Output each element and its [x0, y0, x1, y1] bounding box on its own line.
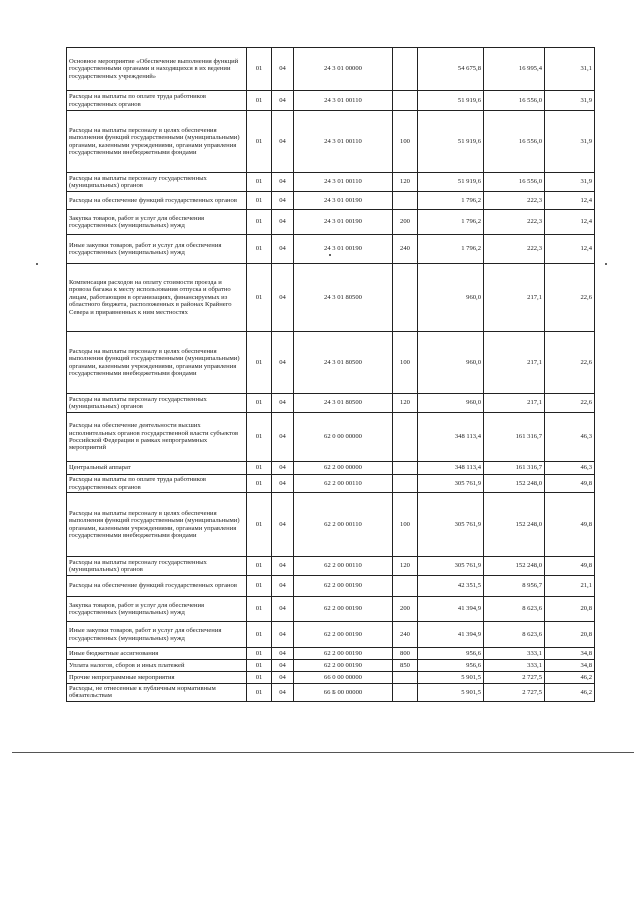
row-rz: 01 [247, 622, 272, 648]
row-csr: 62 0 00 00000 [294, 413, 393, 462]
row-csr: 62 2 00 00190 [294, 576, 393, 597]
row-vr: 800 [393, 648, 418, 660]
row-csr: 62 2 00 00190 [294, 622, 393, 648]
row-csr: 62 2 00 00190 [294, 648, 393, 660]
row-name: Иные бюджетные ассигнования [67, 648, 247, 660]
row-vr: 200 [393, 597, 418, 622]
row-fact: 222,3 [484, 210, 545, 235]
row-fact: 16 995,4 [484, 48, 545, 91]
row-pr: 04 [272, 684, 294, 702]
row-csr: 62 2 00 00110 [294, 493, 393, 557]
table-row [67, 475, 595, 493]
row-name: Центральный аппарат [67, 462, 247, 475]
row-plan: 305 761,9 [418, 557, 484, 576]
row-csr: 24 3 01 80500 [294, 264, 393, 332]
table-row [67, 672, 595, 684]
row-pct: 22,6 [545, 394, 595, 413]
row-csr: 24 3 01 80500 [294, 394, 393, 413]
row-csr: 66 0 00 00000 [294, 672, 393, 684]
row-vr [393, 264, 418, 332]
row-rz: 01 [247, 413, 272, 462]
scan-speck [605, 263, 607, 265]
row-rz: 01 [247, 462, 272, 475]
table-row [67, 235, 595, 264]
row-vr [393, 684, 418, 702]
row-pct: 20,8 [545, 622, 595, 648]
row-name: Расходы, не отнесенные к публичным нормативным обязательствам [67, 684, 247, 702]
row-fact: 161 316,7 [484, 462, 545, 475]
row-plan: 41 394,9 [418, 597, 484, 622]
row-pr: 04 [272, 173, 294, 192]
row-vr [393, 672, 418, 684]
row-vr: 100 [393, 111, 418, 173]
row-rz: 01 [247, 264, 272, 332]
row-vr: 240 [393, 235, 418, 264]
row-name: Расходы на выплаты персоналу в целях обеспечения выполнения функций государственными (муниципальными) органами, казенными учреждениями, органами управления государственными внебюджетными фондами [67, 111, 247, 173]
row-pct: 12,4 [545, 210, 595, 235]
row-pr: 04 [272, 622, 294, 648]
row-vr [393, 475, 418, 493]
row-name: Расходы на выплаты персоналу государственных (муниципальных) органов [67, 394, 247, 413]
table-body [67, 48, 595, 702]
row-fact: 217,1 [484, 264, 545, 332]
row-pr: 04 [272, 672, 294, 684]
row-vr [393, 462, 418, 475]
table-row [67, 111, 595, 173]
row-pr: 04 [272, 210, 294, 235]
row-plan: 51 919,6 [418, 111, 484, 173]
row-rz: 01 [247, 684, 272, 702]
row-rz: 01 [247, 576, 272, 597]
row-plan: 1 796,2 [418, 235, 484, 264]
row-rz: 01 [247, 111, 272, 173]
row-fact: 16 556,0 [484, 173, 545, 192]
row-fact: 222,3 [484, 235, 545, 264]
table-row [67, 264, 595, 332]
row-pct: 22,6 [545, 332, 595, 394]
row-name: Уплата налогов, сборов и иных платежей [67, 660, 247, 672]
table-row [67, 648, 595, 660]
row-pct: 49,8 [545, 475, 595, 493]
row-pct: 34,8 [545, 648, 595, 660]
table-row [67, 462, 595, 475]
row-csr: 62 2 00 00000 [294, 462, 393, 475]
row-pct: 31,9 [545, 111, 595, 173]
table-row [67, 622, 595, 648]
row-plan: 348 113,4 [418, 413, 484, 462]
table-row [67, 210, 595, 235]
row-pct: 12,4 [545, 192, 595, 210]
row-vr: 200 [393, 210, 418, 235]
row-rz: 01 [247, 332, 272, 394]
row-pct: 46,3 [545, 413, 595, 462]
row-fact: 217,1 [484, 332, 545, 394]
row-csr: 24 3 01 00110 [294, 91, 393, 111]
row-fact: 2 727,5 [484, 672, 545, 684]
row-name: Иные закупки товаров, работ и услуг для обеспечения государственных (муниципальных) нужд [67, 235, 247, 264]
row-pr: 04 [272, 192, 294, 210]
row-csr: 66 Б 00 00000 [294, 684, 393, 702]
row-pct: 31,9 [545, 173, 595, 192]
row-pct: 34,8 [545, 660, 595, 672]
row-csr: 24 3 01 00190 [294, 210, 393, 235]
row-plan: 51 919,6 [418, 91, 484, 111]
row-pct: 20,8 [545, 597, 595, 622]
row-name: Основное мероприятие «Обеспечение выполнения функций государственными органами и находящихся в их ведении государственных учреждений» [67, 48, 247, 91]
row-csr: 24 3 01 00000 [294, 48, 393, 91]
table-row [67, 413, 595, 462]
row-fact: 217,1 [484, 394, 545, 413]
row-fact: 8 623,6 [484, 597, 545, 622]
row-name: Иные закупки товаров, работ и услуг для обеспечения государственных (муниципальных) нужд [67, 622, 247, 648]
row-pct: 46,2 [545, 672, 595, 684]
row-pct: 49,8 [545, 493, 595, 557]
row-pr: 04 [272, 48, 294, 91]
table-row [67, 660, 595, 672]
row-vr: 120 [393, 557, 418, 576]
table-row [67, 557, 595, 576]
row-fact: 222,3 [484, 192, 545, 210]
row-plan: 960,0 [418, 332, 484, 394]
budget-table [66, 47, 595, 702]
table-row [67, 332, 595, 394]
row-name: Расходы на выплаты персоналу в целях обеспечения выполнения функций государственными (муниципальными) органами, казенными учреждениями, органами управления государственными внебюджетными фондами [67, 332, 247, 394]
row-pct: 49,8 [545, 557, 595, 576]
row-pr: 04 [272, 576, 294, 597]
row-name: Расходы на обеспечение функций государственных органов [67, 192, 247, 210]
row-name: Расходы на выплаты по оплате труда работников государственных органов [67, 91, 247, 111]
table-row [67, 394, 595, 413]
row-plan: 41 394,9 [418, 622, 484, 648]
row-pr: 04 [272, 462, 294, 475]
row-csr: 24 3 01 00110 [294, 111, 393, 173]
row-plan: 956,6 [418, 660, 484, 672]
row-rz: 01 [247, 648, 272, 660]
row-plan: 348 113,4 [418, 462, 484, 475]
row-name: Расходы на обеспечение функций государственных органов [67, 576, 247, 597]
row-plan: 956,6 [418, 648, 484, 660]
scan-speck [36, 263, 38, 265]
row-pct: 46,3 [545, 462, 595, 475]
row-pr: 04 [272, 332, 294, 394]
row-plan: 5 901,5 [418, 684, 484, 702]
row-fact: 161 316,7 [484, 413, 545, 462]
row-pct: 31,1 [545, 48, 595, 91]
row-rz: 01 [247, 91, 272, 111]
row-vr [393, 48, 418, 91]
row-plan: 54 675,8 [418, 48, 484, 91]
row-name: Закупка товаров, работ и услуг для обеспечения государственных (муниципальных) нужд [67, 597, 247, 622]
row-rz: 01 [247, 672, 272, 684]
row-vr [393, 413, 418, 462]
row-name: Компенсация расходов на оплату стоимости проезда и провоза багажа к месту использования отпуска и обратно лицам, работающим в организациях, финансируемых из областного бюджета, расположенных в районах Крайнего Севера и приравненных к ним местностях [67, 264, 247, 332]
row-pr: 04 [272, 91, 294, 111]
table-row [67, 493, 595, 557]
row-name: Расходы на выплаты персоналу государственных (муниципальных) органов [67, 557, 247, 576]
row-pct: 31,9 [545, 91, 595, 111]
row-vr [393, 192, 418, 210]
row-pr: 04 [272, 648, 294, 660]
row-fact: 152 248,0 [484, 493, 545, 557]
row-rz: 01 [247, 660, 272, 672]
row-plan: 305 761,9 [418, 493, 484, 557]
row-rz: 01 [247, 557, 272, 576]
row-csr: 62 2 00 00110 [294, 475, 393, 493]
row-vr: 100 [393, 493, 418, 557]
row-csr: 24 3 01 80500 [294, 332, 393, 394]
table-row [67, 48, 595, 91]
row-plan: 1 796,2 [418, 210, 484, 235]
row-plan: 960,0 [418, 264, 484, 332]
page-bottom-rule [12, 752, 634, 753]
row-plan: 51 919,6 [418, 173, 484, 192]
row-pr: 04 [272, 557, 294, 576]
row-fact: 16 556,0 [484, 111, 545, 173]
row-rz: 01 [247, 475, 272, 493]
row-pct: 12,4 [545, 235, 595, 264]
row-vr: 850 [393, 660, 418, 672]
row-rz: 01 [247, 173, 272, 192]
row-pr: 04 [272, 597, 294, 622]
row-pct: 22,6 [545, 264, 595, 332]
row-fact: 152 248,0 [484, 557, 545, 576]
row-pr: 04 [272, 413, 294, 462]
row-name: Расходы на выплаты персоналу государственных (муниципальных) органов [67, 173, 247, 192]
row-pr: 04 [272, 493, 294, 557]
row-name: Закупка товаров, работ и услуг для обеспечения государственных (муниципальных) нужд [67, 210, 247, 235]
row-fact: 333,1 [484, 660, 545, 672]
row-rz: 01 [247, 48, 272, 91]
table-row [67, 91, 595, 111]
row-vr [393, 576, 418, 597]
row-plan: 305 761,9 [418, 475, 484, 493]
row-pr: 04 [272, 394, 294, 413]
row-csr: 62 2 00 00190 [294, 597, 393, 622]
row-fact: 333,1 [484, 648, 545, 660]
row-pct: 21,1 [545, 576, 595, 597]
row-pr: 04 [272, 264, 294, 332]
table-row [67, 597, 595, 622]
row-name: Расходы на обеспечение деятельности высших исполнительных органов государственной власти субъектов Российской Федерации в рамках непрограммных мероприятий [67, 413, 247, 462]
row-pr: 04 [272, 660, 294, 672]
row-vr: 120 [393, 173, 418, 192]
row-pr: 04 [272, 475, 294, 493]
row-csr: 62 2 00 00190 [294, 660, 393, 672]
row-vr [393, 91, 418, 111]
row-csr: 24 3 01 00190 [294, 192, 393, 210]
scan-speck [329, 254, 331, 256]
row-name: Прочие непрограммные мероприятия [67, 672, 247, 684]
row-pr: 04 [272, 235, 294, 264]
row-pct: 46,2 [545, 684, 595, 702]
row-csr: 24 3 01 00190 [294, 235, 393, 264]
row-rz: 01 [247, 394, 272, 413]
row-name: Расходы на выплаты персоналу в целях обеспечения выполнения функций государственными (муниципальными) органами, казенными учреждениями, органами управления государственными внебюджетными фондами [67, 493, 247, 557]
row-fact: 8 956,7 [484, 576, 545, 597]
table-row [67, 576, 595, 597]
row-csr: 62 2 00 00110 [294, 557, 393, 576]
table-row [67, 192, 595, 210]
row-rz: 01 [247, 192, 272, 210]
row-rz: 01 [247, 597, 272, 622]
row-plan: 960,0 [418, 394, 484, 413]
row-plan: 1 796,2 [418, 192, 484, 210]
row-plan: 5 901,5 [418, 672, 484, 684]
row-fact: 16 556,0 [484, 91, 545, 111]
table-row [67, 173, 595, 192]
table-row [67, 684, 595, 702]
row-fact: 152 248,0 [484, 475, 545, 493]
row-rz: 01 [247, 210, 272, 235]
row-vr: 240 [393, 622, 418, 648]
row-rz: 01 [247, 235, 272, 264]
row-vr: 100 [393, 332, 418, 394]
row-csr: 24 3 01 00110 [294, 173, 393, 192]
row-pr: 04 [272, 111, 294, 173]
row-name: Расходы на выплаты по оплате труда работников государственных органов [67, 475, 247, 493]
row-plan: 42 351,5 [418, 576, 484, 597]
row-rz: 01 [247, 493, 272, 557]
row-fact: 2 727,5 [484, 684, 545, 702]
row-vr: 120 [393, 394, 418, 413]
row-fact: 8 623,6 [484, 622, 545, 648]
